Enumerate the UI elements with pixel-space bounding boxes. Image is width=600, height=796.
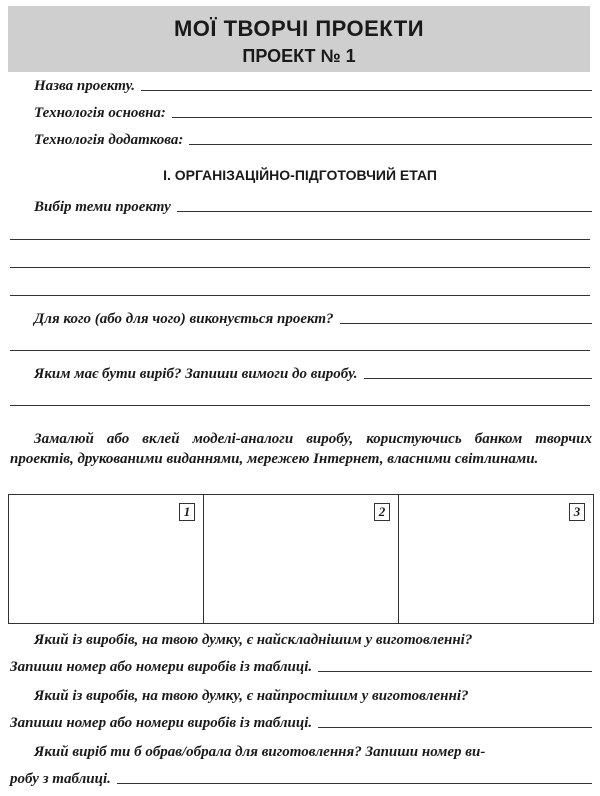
model-cell-3[interactable] xyxy=(399,495,593,623)
model-cell-2[interactable] xyxy=(204,495,399,623)
tech-main-line[interactable] xyxy=(172,117,592,118)
answer-choice-label: робу з таблиці. xyxy=(10,771,111,787)
tech-extra-label: Технологія додаткова: xyxy=(34,132,184,148)
project-number: ПРОЕКТ № 1 xyxy=(242,46,356,66)
cell-number-3: 3 xyxy=(569,503,585,521)
project-name-label: Назва проекту. xyxy=(34,78,136,94)
answer-hardest-field[interactable] xyxy=(10,659,592,676)
project-name-field[interactable] xyxy=(34,78,592,95)
answer-simplest-label: Запиши номер або номери виробів із таблиці. xyxy=(10,715,313,731)
page-title: МОЇ ТВОРЧІ ПРОЕКТИ xyxy=(173,16,425,41)
question-simplest: Який із виробів, на твою думку, є найпростішим у виготовленні? xyxy=(34,688,469,704)
tech-extra-field[interactable] xyxy=(34,132,592,149)
for-whom-field[interactable] xyxy=(34,311,592,328)
topic-line-4[interactable] xyxy=(10,295,590,296)
page-header xyxy=(8,6,590,72)
answer-hardest-line[interactable] xyxy=(318,671,592,672)
requirements-line-2[interactable] xyxy=(10,405,590,406)
cell-number-1: 1 xyxy=(179,503,195,521)
for-whom-label: Для кого (або для чого) виконується проект? xyxy=(34,311,334,327)
topic-choice-line[interactable] xyxy=(177,211,592,212)
cell-number-2: 2 xyxy=(374,503,390,521)
tech-main-label: Технологія основна: xyxy=(34,105,166,121)
topic-line-3[interactable] xyxy=(10,267,590,268)
requirements-line[interactable] xyxy=(364,378,592,379)
for-whom-line[interactable] xyxy=(340,323,592,324)
model-cell-1[interactable] xyxy=(9,495,204,623)
topic-choice-label: Вибір теми проекту xyxy=(34,199,171,215)
project-name-line[interactable] xyxy=(141,90,592,91)
question-hardest: Який із виробів, на твою думку, є найскладнішим у виготовленні? xyxy=(34,632,473,648)
models-table xyxy=(8,494,594,624)
tech-main-field[interactable] xyxy=(34,105,592,122)
requirements-field[interactable] xyxy=(34,366,592,383)
requirements-label: Яким має бути виріб? Запиши вимоги до виробу. xyxy=(34,366,358,382)
question-choice: Який виріб ти б обрав/обрала для виготовлення? Запиши номер ви- xyxy=(34,744,486,760)
answer-choice-field[interactable] xyxy=(10,771,592,788)
instruction-text: Замалюй або вклей моделі-аналоги виробу, користуючись банком творчих проектів, друкованими виданнями, мережею Інтернет, власними світлинами. xyxy=(10,431,592,467)
section-title: І. ОРГАНІЗАЦІЙНО-ПІДГОТОВЧИЙ ЕТАП xyxy=(163,167,437,183)
answer-hardest-label: Запиши номер або номери виробів із таблиці. xyxy=(10,659,313,675)
answer-choice-line[interactable] xyxy=(117,783,592,784)
for-whom-line-2[interactable] xyxy=(10,350,590,351)
topic-choice-field[interactable] xyxy=(34,199,592,216)
topic-line-2[interactable] xyxy=(10,239,590,240)
instruction-paragraph xyxy=(10,429,592,469)
tech-extra-line[interactable] xyxy=(189,144,592,145)
answer-simplest-line[interactable] xyxy=(318,727,592,728)
answer-simplest-field[interactable] xyxy=(10,715,592,732)
